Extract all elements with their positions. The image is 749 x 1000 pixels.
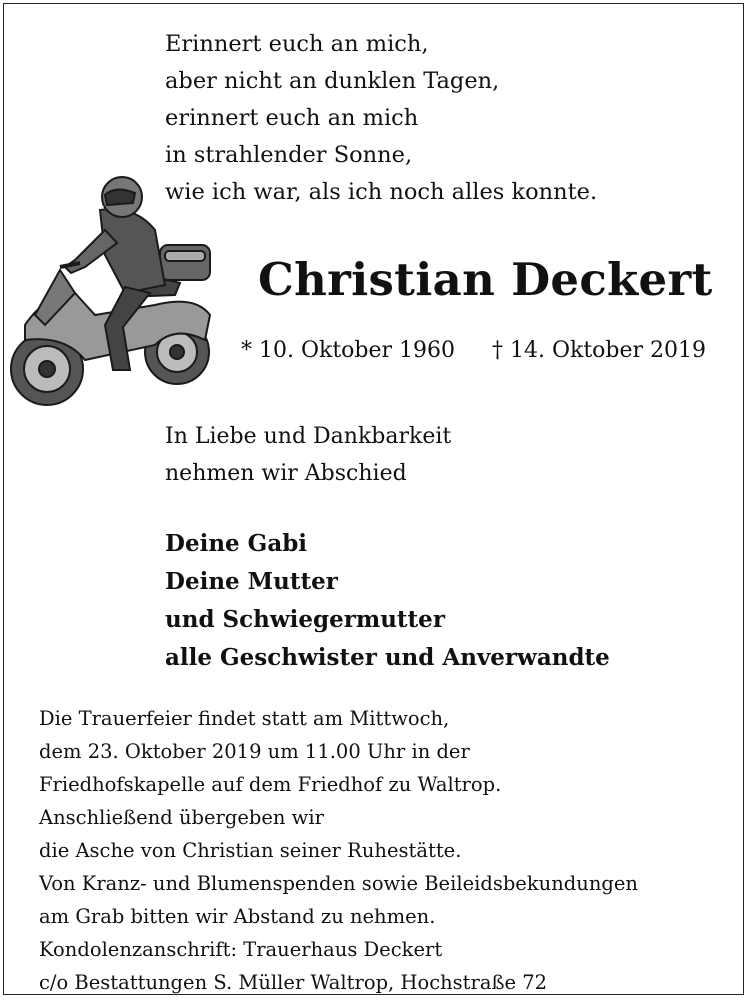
farewell-text [165, 418, 451, 492]
motorcycle-rider-icon [5, 175, 220, 415]
poem-line: Erinnert euch an mich, [165, 31, 429, 57]
poem-line: in strahlender Sonne, [165, 142, 413, 168]
info-line: Von Kranz- und Blumenspenden sowie Beileidsbekundungen [39, 872, 638, 895]
info-line: am Grab bitten wir Abstand zu nehmen. [39, 905, 436, 928]
poem-line: erinnert euch an mich [165, 105, 419, 131]
mourner: Deine Mutter [165, 568, 338, 595]
death-date: † 14. Oktober 2019 [492, 338, 707, 363]
poem-line: aber nicht an dunklen Tagen, [165, 68, 500, 94]
poem-line: wie ich war, als ich noch alles konnte. [165, 179, 598, 205]
poem [165, 26, 597, 211]
farewell-line: In Liebe und Dankbarkeit [165, 424, 452, 449]
deceased-name: Christian Deckert [258, 253, 713, 306]
mourner: alle Geschwister und Anverwandte [165, 644, 610, 671]
info-line: c/o Bestattungen S. Müller Waltrop, Hochstraße 72 [39, 971, 548, 994]
info-line: Kondolenzanschrift: Trauerhaus Deckert [39, 938, 443, 961]
info-line: Anschließend übergeben wir [39, 806, 324, 829]
info-line: Friedhofskapelle auf dem Friedhof zu Waltrop. [39, 773, 502, 796]
birth-date: * 10. Oktober 1960 [241, 338, 456, 363]
info-line: Die Trauerfeier findet statt am Mittwoch, [39, 707, 450, 730]
info-line: dem 23. Oktober 2019 um 11.00 Uhr in der [39, 740, 470, 763]
mourner: und Schwiegermutter [165, 606, 445, 633]
mourners-list [165, 525, 610, 677]
farewell-line: nehmen wir Abschied [165, 461, 407, 486]
funeral-info [39, 702, 638, 999]
info-line: die Asche von Christian seiner Ruhestätte. [39, 839, 462, 862]
mourner: Deine Gabi [165, 530, 308, 557]
